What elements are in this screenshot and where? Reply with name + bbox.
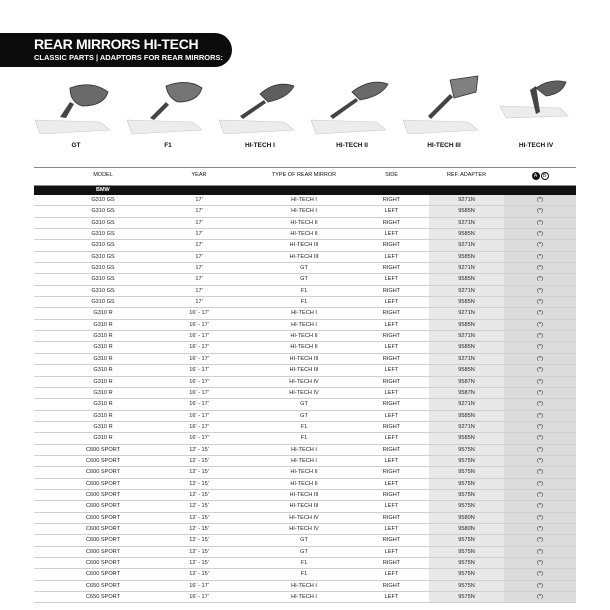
mirror-gt-icon (30, 72, 122, 142)
cell-type: F1 (300, 299, 308, 306)
cell-year: 16' - 17' (189, 321, 209, 328)
cell-side: RIGHT (382, 582, 401, 589)
cell-type: GT (300, 276, 308, 283)
cell-year: 16' - 17' (189, 412, 209, 419)
mirror-model-hitech-4 (490, 72, 582, 154)
cell-type: GT (300, 548, 308, 555)
cell-side: RIGHT (382, 469, 401, 476)
cell-ref: 9575N (458, 537, 475, 544)
cell-type: HI-TECH IV (289, 514, 319, 521)
cell-side: LEFT (384, 412, 399, 419)
cell-type: F1 (300, 287, 308, 294)
cell-model: C600 SPORT (85, 457, 121, 464)
cell-ref: 9271N (458, 401, 475, 408)
cell-note: (*) (537, 491, 543, 498)
cell-type: HI-TECH I (291, 310, 317, 317)
cell-note: (*) (537, 503, 543, 510)
cell-model: G310 GS (91, 299, 115, 306)
cell-type: HI-TECH IV (289, 389, 319, 396)
cell-model: C650 SPORT (85, 594, 121, 601)
cell-side: LEFT (384, 367, 399, 374)
cell-note: (*) (537, 355, 543, 362)
cell-side: LEFT (384, 321, 399, 328)
cell-note: (*) (537, 423, 543, 430)
table-row (34, 422, 576, 433)
cell-ref: 9271N (458, 310, 475, 317)
cell-ref: 9580N (458, 514, 475, 521)
cell-type: HI-TECH II (290, 333, 318, 340)
model-caption: HI-TECH II (336, 142, 368, 149)
table-row (34, 479, 576, 490)
cell-model: G310 GS (91, 219, 115, 226)
cell-model: G310 R (93, 367, 113, 374)
cell-side: LEFT (384, 276, 399, 283)
cell-note: (*) (537, 582, 543, 589)
table-row (34, 558, 576, 569)
legend-a-icon: A (532, 172, 540, 180)
cell-ref: 9271N (458, 287, 475, 294)
adapter-table (34, 167, 576, 603)
col-legend (510, 172, 570, 180)
mirror-hitech-4-icon (490, 72, 582, 142)
cell-note: (*) (537, 457, 543, 464)
cell-type: HI-TECH III (289, 253, 319, 260)
cell-model: G310 GS (91, 265, 115, 272)
mirror-model-gt (30, 72, 122, 154)
mirror-models-strip (30, 72, 582, 154)
cell-type: HI-TECH IV (289, 525, 319, 532)
cell-year: 12' - 15' (189, 491, 209, 498)
cell-type: HI-TECH III (289, 491, 319, 498)
table-row (34, 331, 576, 342)
cell-model: G310 R (93, 389, 113, 396)
cell-year: 12' - 15' (189, 571, 209, 578)
cell-ref: 9271N (458, 219, 475, 226)
cell-type: GT (300, 401, 308, 408)
cell-model: C600 SPORT (85, 514, 121, 521)
cell-model: G310 R (93, 355, 113, 362)
cell-ref: 9585N (458, 253, 475, 260)
cell-ref: 9585N (458, 412, 475, 419)
cell-side: RIGHT (382, 287, 401, 294)
cell-type: HI-TECH I (291, 457, 317, 464)
cell-note: (*) (537, 333, 543, 340)
cell-ref: 9575N (458, 446, 475, 453)
cell-ref: 9575N (458, 571, 475, 578)
model-caption: GT (71, 142, 81, 149)
cell-side: RIGHT (382, 560, 401, 566)
cell-type: HI-TECH I (291, 446, 317, 453)
cell-year: 17' (195, 219, 203, 226)
cell-side: LEFT (384, 548, 399, 555)
cell-ref: 9271N (458, 355, 475, 362)
cell-side: LEFT (384, 435, 399, 442)
cell-side: RIGHT (382, 423, 401, 430)
cell-model: C600 SPORT (85, 560, 121, 566)
cell-side: RIGHT (382, 355, 401, 362)
cell-model: G310 R (93, 333, 113, 340)
cell-ref: 9585N (458, 367, 475, 374)
cell-year: 17' (195, 253, 203, 260)
model-caption: HI-TECH IV (518, 142, 554, 149)
cell-ref: 9575N (458, 491, 475, 498)
table-row (34, 297, 576, 308)
cell-type: HI-TECH III (289, 242, 319, 249)
cell-type: F1 (300, 435, 308, 442)
cell-ref: 9580N (458, 525, 475, 532)
model-caption: HI-TECH I (245, 142, 275, 149)
cell-ref: 9575N (458, 560, 475, 566)
cell-type: HI-TECH III (289, 503, 319, 510)
cell-year: 17' (195, 231, 203, 238)
cell-model: C600 SPORT (85, 548, 121, 555)
cell-type: HI-TECH II (290, 480, 318, 487)
cell-year: 16' - 17' (189, 389, 209, 396)
cell-note: (*) (537, 571, 543, 578)
cell-year: 12' - 15' (189, 457, 209, 464)
cell-model: G310 GS (91, 253, 115, 260)
mirror-hitech-1-icon (214, 72, 306, 142)
cell-year: 17' (195, 287, 203, 294)
cell-note: (*) (537, 389, 543, 396)
cell-side: LEFT (384, 344, 399, 351)
cell-side: LEFT (384, 480, 399, 487)
cell-side: LEFT (384, 457, 399, 464)
table-row (34, 377, 576, 388)
cell-year: 16' - 17' (189, 594, 209, 601)
cell-type: F1 (300, 560, 308, 566)
cell-side: LEFT (384, 525, 399, 532)
cell-side: LEFT (384, 253, 399, 260)
model-caption: F1 (164, 142, 172, 149)
cell-ref: 9271N (458, 242, 475, 249)
cell-note: (*) (537, 310, 543, 317)
cell-side: LEFT (384, 208, 399, 215)
cell-year: 16' - 17' (189, 355, 209, 362)
cell-type: HI-TECH II (290, 344, 318, 351)
cell-note: (*) (537, 412, 543, 419)
cell-ref: 9575N (458, 594, 475, 601)
table-row (34, 411, 576, 422)
cell-model: G310 GS (91, 231, 115, 238)
cell-model: G310 GS (91, 242, 115, 249)
cell-note: (*) (537, 469, 543, 476)
cell-note: (*) (537, 276, 543, 283)
cell-ref: 9575N (458, 457, 475, 464)
cell-note: (*) (537, 537, 543, 544)
table-row (34, 445, 576, 456)
table-row (34, 240, 576, 251)
cell-ref: 9585N (458, 276, 475, 283)
cell-type: GT (300, 412, 308, 419)
cell-type: HI-TECH I (291, 594, 317, 601)
cell-model: G310 R (93, 344, 113, 351)
mirror-model-f1 (122, 72, 214, 154)
cell-model: G310 GS (91, 287, 115, 294)
cell-side: RIGHT (382, 514, 401, 521)
cell-side: RIGHT (382, 491, 401, 498)
cell-ref: 9585N (458, 321, 475, 328)
table-row (34, 195, 576, 206)
mirror-f1-icon (122, 72, 214, 142)
cell-year: 17' (195, 208, 203, 215)
cell-ref: 9585N (458, 208, 475, 215)
cell-year: 17' (195, 242, 203, 249)
section-header (0, 33, 232, 67)
col-side: SIDE (385, 172, 398, 178)
cell-ref: 9585N (458, 299, 475, 306)
cell-type: HI-TECH I (291, 197, 317, 203)
cell-year: 16' - 17' (189, 344, 209, 351)
cell-model: G310 R (93, 423, 113, 430)
table-row (34, 569, 576, 580)
cell-year: 12' - 15' (189, 480, 209, 487)
cell-model: C600 SPORT (85, 480, 121, 487)
cell-model: G310 GS (91, 276, 115, 283)
table-row (34, 388, 576, 399)
cell-side: RIGHT (382, 197, 401, 203)
cell-side: RIGHT (382, 265, 401, 272)
cell-note: (*) (537, 321, 543, 328)
cell-note: (*) (537, 208, 543, 215)
cell-ref: 9575N (458, 582, 475, 589)
brand-label: BMW (96, 187, 110, 193)
cell-note: (*) (537, 378, 543, 385)
cell-ref: 9271N (458, 423, 475, 430)
cell-ref: 9585N (458, 231, 475, 238)
table-row (34, 342, 576, 353)
cell-model: G310 GS (91, 208, 115, 215)
cell-model: G310 GS (91, 197, 115, 203)
cell-note: (*) (537, 401, 543, 408)
table-row (34, 592, 576, 603)
mirror-model-hitech-2 (306, 72, 398, 154)
cell-model: C600 SPORT (85, 503, 121, 510)
legend-b-icon: B (541, 172, 549, 180)
cell-side: RIGHT (382, 378, 401, 385)
cell-year: 12' - 15' (189, 548, 209, 555)
cell-type: HI-TECH II (290, 469, 318, 476)
cell-side: RIGHT (382, 242, 401, 249)
cell-ref: 9585N (458, 435, 475, 442)
table-body (34, 195, 576, 603)
cell-model: G310 R (93, 412, 113, 419)
cell-note: (*) (537, 197, 543, 203)
table-row (34, 581, 576, 592)
cell-note: (*) (537, 525, 543, 532)
mirror-hitech-3-icon (398, 72, 490, 142)
table-row (34, 547, 576, 558)
cell-note: (*) (537, 344, 543, 351)
cell-note: (*) (537, 514, 543, 521)
cell-model: C600 SPORT (85, 537, 121, 544)
cell-type: GT (300, 537, 308, 544)
table-row (34, 399, 576, 410)
cell-ref: 9271N (458, 333, 475, 340)
model-caption: HI-TECH III (427, 142, 461, 149)
cell-model: C600 SPORT (85, 469, 121, 476)
cell-year: 17' (195, 299, 203, 306)
cell-ref: 9585N (458, 344, 475, 351)
table-row (34, 218, 576, 229)
cell-ref: 9587N (458, 378, 475, 385)
table-row (34, 206, 576, 217)
cell-year: 12' - 15' (189, 525, 209, 532)
cell-type: HI-TECH II (290, 231, 318, 238)
cell-ref: 9575N (458, 548, 475, 555)
cell-ref: 9575N (458, 480, 475, 487)
table-row (34, 456, 576, 467)
cell-year: 16' - 17' (189, 423, 209, 430)
cell-note: (*) (537, 265, 543, 272)
cell-model: G310 R (93, 401, 113, 408)
cell-note: (*) (537, 594, 543, 601)
cell-note: (*) (537, 287, 543, 294)
table-row (34, 229, 576, 240)
cell-note: (*) (537, 253, 543, 260)
cell-side: RIGHT (382, 537, 401, 544)
brand-row (34, 186, 576, 195)
cell-ref: 9587N (458, 389, 475, 396)
table-row (34, 252, 576, 263)
cell-year: 12' - 15' (189, 560, 209, 566)
cell-type: HI-TECH III (289, 355, 319, 362)
cell-side: LEFT (384, 231, 399, 238)
table-row (34, 490, 576, 501)
cell-note: (*) (537, 367, 543, 374)
table-row (34, 263, 576, 274)
cell-note: (*) (537, 435, 543, 442)
mirror-model-hitech-1 (214, 72, 306, 154)
cell-year: 16' - 17' (189, 582, 209, 589)
cell-side: LEFT (384, 594, 399, 601)
table-row (34, 433, 576, 444)
cell-model: G310 R (93, 321, 113, 328)
cell-year: 12' - 15' (189, 514, 209, 521)
cell-type: HI-TECH III (289, 367, 319, 374)
cell-type: HI-TECH I (291, 582, 317, 589)
cell-model: C600 SPORT (85, 525, 121, 532)
cell-ref: 9575N (458, 503, 475, 510)
cell-note: (*) (537, 219, 543, 226)
table-row (34, 524, 576, 535)
cell-side: LEFT (384, 299, 399, 306)
cell-year: 16' - 17' (189, 310, 209, 317)
cell-type: HI-TECH IV (289, 378, 319, 385)
mirror-hitech-2-icon (306, 72, 398, 142)
col-type: TYPE OF REAR MIRROR (271, 172, 337, 178)
cell-type: HI-TECH II (290, 219, 318, 226)
cell-side: RIGHT (382, 446, 401, 453)
cell-type: HI-TECH I (291, 208, 317, 215)
cell-side: RIGHT (382, 401, 401, 408)
cell-note: (*) (537, 242, 543, 249)
cell-side: LEFT (384, 503, 399, 510)
cell-model: C650 SPORT (85, 582, 121, 589)
table-row (34, 365, 576, 376)
cell-note: (*) (537, 560, 543, 566)
cell-year: 12' - 15' (189, 446, 209, 453)
cell-type: HI-TECH I (291, 321, 317, 328)
cell-model: C600 SPORT (85, 491, 121, 498)
cell-type: GT (300, 265, 308, 272)
cell-year: 16' - 17' (189, 435, 209, 442)
table-row (34, 513, 576, 524)
cell-type: F1 (300, 423, 308, 430)
cell-year: 17' (195, 265, 203, 272)
cell-year: 12' - 15' (189, 537, 209, 544)
cell-model: G310 R (93, 378, 113, 385)
col-year: YEAR (191, 172, 207, 178)
cell-ref: 9271N (458, 197, 475, 203)
cell-model: C600 SPORT (85, 571, 121, 578)
cell-note: (*) (537, 299, 543, 306)
cell-ref: 9271N (458, 265, 475, 272)
cell-year: 16' - 17' (189, 367, 209, 374)
cell-year: 17' (195, 197, 203, 203)
cell-year: 17' (195, 276, 203, 283)
cell-year: 12' - 15' (189, 503, 209, 510)
cell-side: RIGHT (382, 333, 401, 340)
cell-note: (*) (537, 480, 543, 487)
table-row (34, 286, 576, 297)
col-ref: REF. ADAPTER (446, 172, 487, 178)
cell-note: (*) (537, 548, 543, 555)
mirror-model-hitech-3 (398, 72, 490, 154)
cell-ref: 9575N (458, 469, 475, 476)
table-row (34, 501, 576, 512)
cell-year: 12' - 15' (189, 469, 209, 476)
cell-model: G310 R (93, 435, 113, 442)
cell-side: RIGHT (382, 310, 401, 317)
cell-note: (*) (537, 231, 543, 238)
cell-year: 16' - 17' (189, 401, 209, 408)
table-row (34, 320, 576, 331)
cell-model: C600 SPORT (85, 446, 121, 453)
table-row (34, 274, 576, 285)
cell-model: G310 R (93, 310, 113, 317)
table-row (34, 308, 576, 319)
page-subtitle: CLASSIC PARTS | ADAPTORS FOR REAR MIRRORS: (34, 53, 224, 62)
cell-note: (*) (537, 446, 543, 453)
table-row (34, 467, 576, 478)
cell-type: F1 (300, 571, 308, 578)
col-model: MODEL (93, 172, 113, 178)
page-title: REAR MIRRORS HI-TECH (34, 36, 199, 52)
table-header (34, 167, 576, 186)
cell-year: 16' - 17' (189, 333, 209, 340)
cell-side: LEFT (384, 389, 399, 396)
table-row (34, 354, 576, 365)
cell-side: LEFT (384, 571, 399, 578)
cell-year: 16' - 17' (189, 378, 209, 385)
cell-side: RIGHT (382, 219, 401, 226)
table-row (34, 535, 576, 546)
